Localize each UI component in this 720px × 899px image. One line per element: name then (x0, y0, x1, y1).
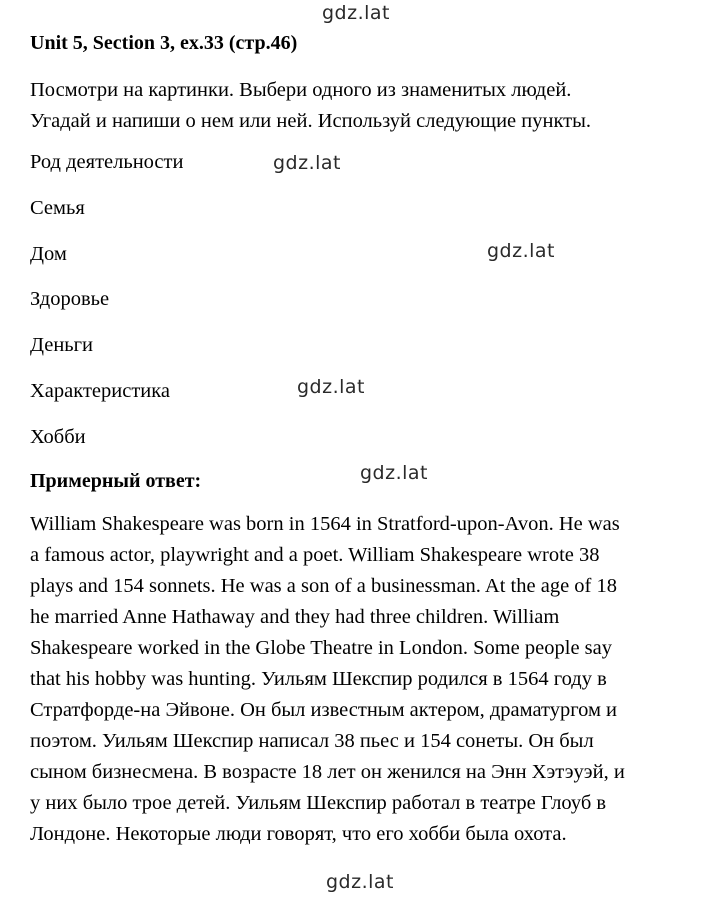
point-item: Род деятельности (30, 151, 184, 173)
answer-line: сыном бизнесмена. В возрасте 18 лет он женился на Энн Хэтэуэй, и (30, 761, 625, 783)
watermark: gdz.lat (297, 376, 366, 398)
answer-line: William Shakespeare was born in 1564 in Stratford-upon-Avon. He was (30, 513, 620, 535)
point-item: Деньги (30, 334, 94, 357)
watermark: gdz.lat (487, 240, 556, 262)
answer-line: a famous actor, playwright and a poet. William Shakespeare wrote 38 (30, 544, 600, 566)
watermark: gdz.lat (322, 2, 391, 24)
watermark: gdz.lat (273, 152, 342, 174)
answer-line: Стратфорде-на Эйвоне. Он был известным актером, драматургом и (30, 699, 618, 721)
answer-line: Лондоне. Некоторые люди говорят, что его хобби была охота. (30, 823, 567, 845)
point-item: Здоровье (30, 288, 110, 311)
instruction-line: Угадай и напиши о нем или ней. Используй следующие пункты. (30, 110, 592, 132)
watermark: gdz.lat (326, 871, 395, 893)
answer-line: у них было трое детей. Уильям Шекспир работал в театре Глоуб в (30, 792, 607, 814)
answer-label: Примерный ответ: (30, 470, 202, 492)
answer-line: that his hobby was hunting. Уильям Шекспир родился в 1564 году в (30, 668, 607, 690)
answer-line: поэтом. Уильям Шекспир написал 38 пьес и 154 сонеты. Он был (30, 730, 594, 752)
point-item: Семья (30, 196, 85, 219)
point-item: Дом (30, 242, 67, 265)
point-item: Характеристика (30, 379, 170, 402)
points-list (30, 147, 183, 468)
sample-answer (30, 509, 714, 850)
exercise-title: Unit 5, Section 3, ex.33 (стр.46) (30, 32, 298, 54)
answer-line: Shakespeare worked in the Globe Theatre in London. Some people say (30, 637, 612, 659)
instruction-line: Посмотри на картинки. Выбери одного из знаменитых людей. (30, 79, 572, 101)
instructions (30, 75, 710, 137)
answer-line: he married Anne Hathaway and they had three children. William (30, 606, 560, 628)
watermark: gdz.lat (360, 462, 429, 484)
point-item: Хобби (30, 425, 86, 448)
answer-line: plays and 154 sonnets. He was a son of a businessman. At the age of 18 (30, 575, 617, 597)
